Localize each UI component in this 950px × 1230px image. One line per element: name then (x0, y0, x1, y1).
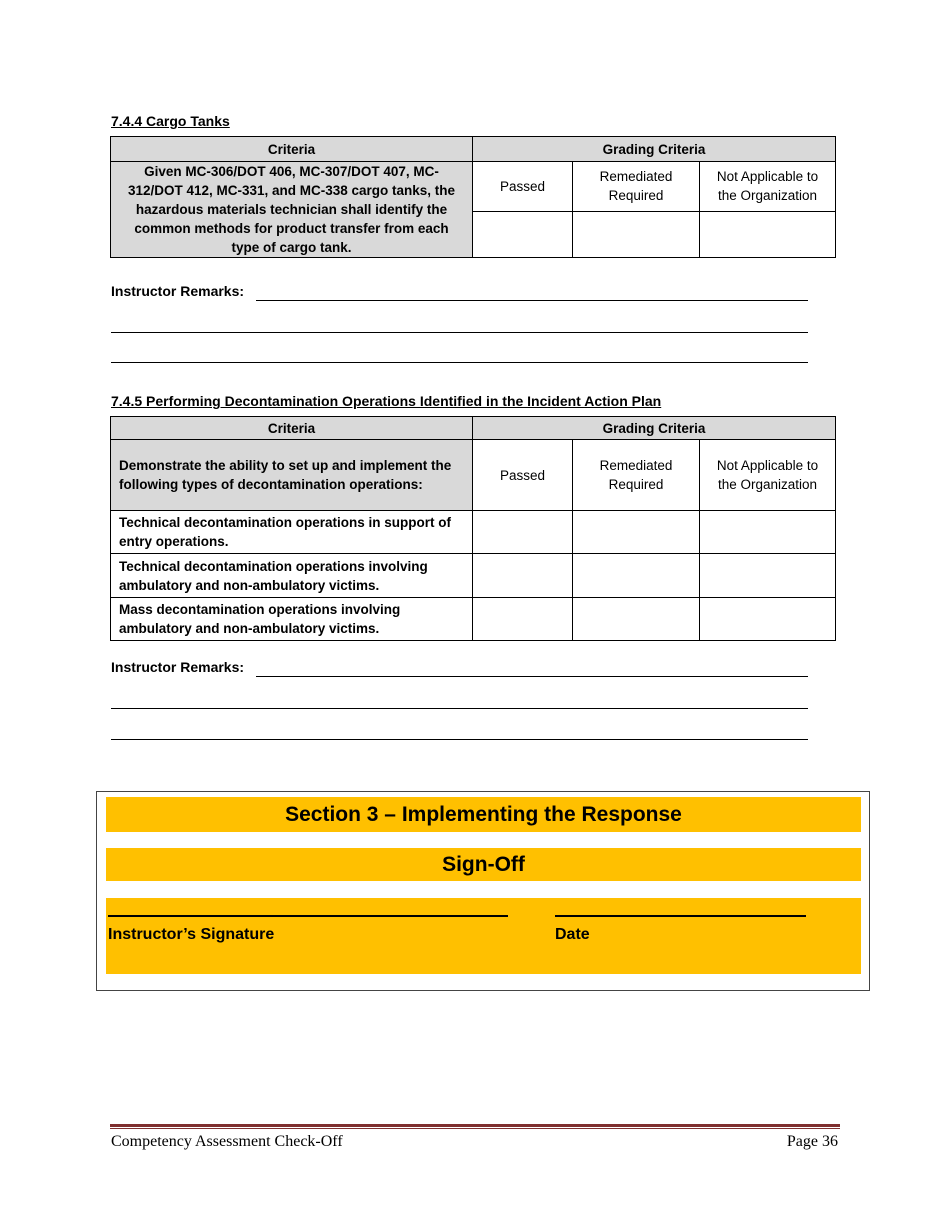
remediated-cell[interactable] (573, 211, 700, 257)
passed-cell[interactable] (473, 211, 573, 257)
cargo-tanks-table (110, 136, 836, 258)
grading-criteria-header: Grading Criteria (473, 137, 836, 162)
not-applicable-cell[interactable] (700, 554, 836, 598)
not-applicable-cell[interactable] (700, 598, 836, 641)
section-744-heading: 7.4.4 Cargo Tanks (111, 113, 230, 129)
remarks-line[interactable] (111, 332, 808, 333)
date-label: Date (555, 926, 590, 943)
section-745-heading: 7.4.5 Performing Decontamination Operations Identified in the Incident Action Plan (111, 393, 662, 409)
table-row (111, 511, 836, 554)
instructor-remarks-label: Instructor Remarks: (111, 659, 245, 675)
criteria-item: Technical decontamination operations in support of entry operations. (111, 511, 473, 554)
footer-rule (110, 1124, 840, 1127)
passed-cell[interactable] (473, 554, 573, 598)
page-number: Page 36 (786, 1133, 838, 1150)
remarks-line[interactable] (111, 739, 808, 740)
decontamination-intro: Demonstrate the ability to set up and implement the following types of decontamination operations: (111, 440, 473, 511)
passed-cell[interactable] (473, 511, 573, 554)
remediated-header: Remediated Required (573, 162, 700, 212)
signature-label: Instructor’s Signature (108, 926, 275, 943)
remediated-cell[interactable] (573, 554, 700, 598)
table-row (111, 554, 836, 598)
criteria-header: Criteria (111, 137, 473, 162)
remarks-line[interactable] (111, 362, 808, 363)
remarks-line[interactable] (256, 300, 808, 301)
not-applicable-header: Not Applicable to the Organization (700, 440, 836, 511)
passed-header: Passed (473, 440, 573, 511)
not-applicable-cell[interactable] (700, 211, 836, 257)
footer-rule-thin (110, 1128, 840, 1129)
date-line[interactable] (555, 915, 806, 917)
signoff-title-banner: Sign-Off (106, 848, 861, 881)
section-title-banner: Section 3 – Implementing the Response (106, 797, 861, 832)
remediated-cell[interactable] (573, 511, 700, 554)
table-row (111, 598, 836, 641)
instructor-remarks-label: Instructor Remarks: (111, 283, 245, 299)
remarks-line[interactable] (256, 676, 808, 677)
not-applicable-header: Not Applicable to the Organization (700, 162, 836, 212)
remarks-line[interactable] (111, 708, 808, 709)
criteria-item: Technical decontamination operations involving ambulatory and non-ambulatory victims. (111, 554, 473, 598)
not-applicable-cell[interactable] (700, 511, 836, 554)
criteria-header: Criteria (111, 417, 473, 440)
criteria-item: Mass decontamination operations involving ambulatory and non-ambulatory victims. (111, 598, 473, 641)
footer-title: Competency Assessment Check-Off (111, 1133, 343, 1150)
passed-header: Passed (473, 162, 573, 212)
remediated-header: Remediated Required (573, 440, 700, 511)
signature-line[interactable] (108, 915, 508, 917)
passed-cell[interactable] (473, 598, 573, 641)
remediated-cell[interactable] (573, 598, 700, 641)
cargo-tanks-criteria: Given MC-306/DOT 406, MC-307/DOT 407, MC-312/DOT 412, MC-331, and MC-338 cargo tanks, the hazardous materials technician shall identify the common methods for product transfer from each type of cargo tank. (111, 162, 473, 258)
decontamination-table (110, 416, 836, 641)
grading-criteria-header: Grading Criteria (473, 417, 836, 440)
